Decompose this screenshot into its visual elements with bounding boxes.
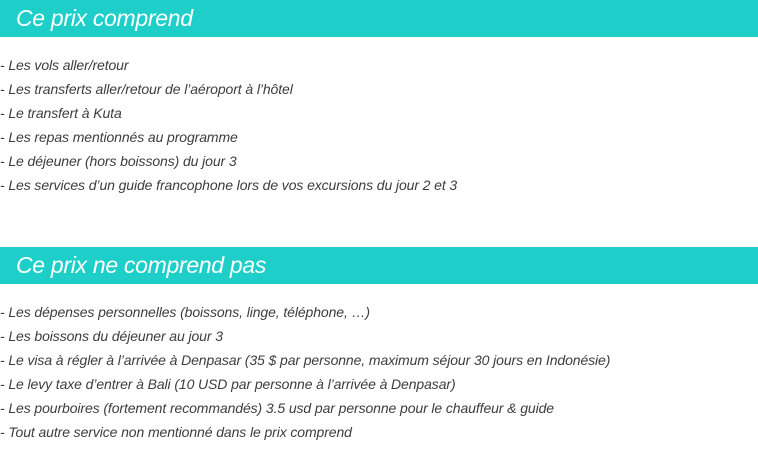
excluded-item: - Les pourboires (fortement recommandés) 3.5 usd par personne pour le chauffeur & guide [0, 400, 554, 416]
included-item: - Les transferts aller/retour de l’aéroport à l’hôtel [0, 81, 293, 97]
excluded-items-list [0, 300, 610, 444]
included-item: - Les repas mentionnés au programme [0, 129, 238, 145]
included-item: - Les services d’un guide francophone lors de vos excursions du jour 2 et 3 [0, 177, 458, 193]
excluded-section-title: Ce prix ne comprend pas [16, 252, 267, 278]
excluded-item: - Les dépenses personnelles (boissons, linge, téléphone, …) [0, 304, 370, 320]
included-section-header [0, 0, 758, 37]
included-section-title: Ce prix comprend [16, 5, 193, 31]
included-item: - Le déjeuner (hors boissons) du jour 3 [0, 153, 237, 169]
included-item: - Les vols aller/retour [0, 57, 129, 73]
excluded-item: - Les boissons du déjeuner au jour 3 [0, 328, 223, 344]
excluded-item: - Tout autre service non mentionné dans le prix comprend [0, 424, 352, 440]
excluded-section-header [0, 247, 758, 284]
excluded-item: - Le visa à régler à l’arrivée à Denpasar (35 $ par personne, maximum séjour 30 jours en Indonésie) [0, 352, 611, 368]
included-items-list [0, 53, 457, 197]
included-item: - Le transfert à Kuta [0, 105, 122, 121]
excluded-item: - Le levy taxe d’entrer à Bali (10 USD par personne à l’arrivée à Denpasar) [0, 376, 456, 392]
